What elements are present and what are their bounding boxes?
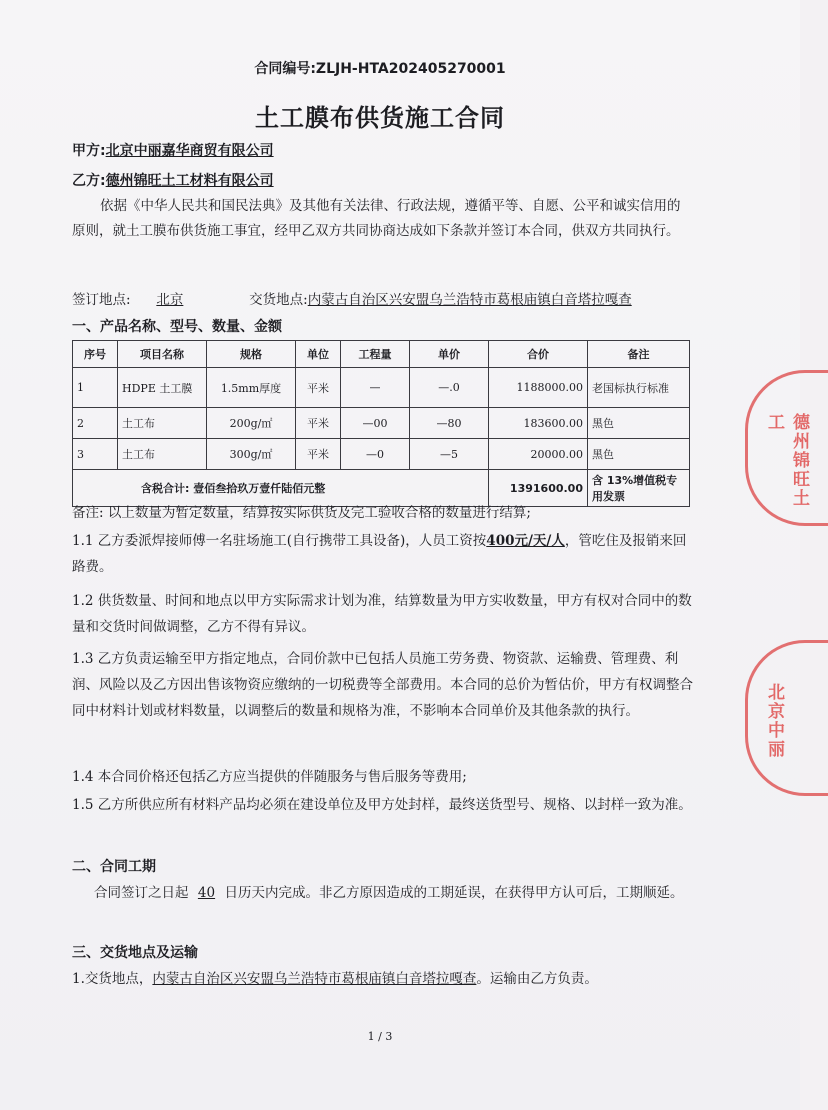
cell: 黑色 — [588, 408, 690, 439]
page-number: 1 / 3 — [367, 1030, 393, 1043]
delivery-place: 内蒙古自治区兴安盟乌兰浩特市葛根庙镇白音塔拉嘎查 — [307, 292, 632, 308]
clause-1-1-tail: ，管吃住及报销来回路费。 — [72, 533, 687, 575]
section-2-heading: 二、合同工期 — [72, 859, 156, 875]
sign-place-label: 签订地点: — [72, 292, 131, 308]
col-header: 单价 — [410, 341, 489, 368]
table-row — [73, 408, 690, 439]
remark: 备注: 以上数量为暂定数量，结算按实际供货及完工验收合格的数量进行结算; — [72, 505, 531, 521]
party-b — [72, 170, 274, 190]
party-b-name: 德州锦旺土工材料有限公司 — [105, 173, 274, 189]
cell: —00 — [341, 408, 410, 439]
items-table — [72, 340, 690, 507]
delivery-clause-place: 内蒙古自治区兴安盟乌兰浩特市葛根庙镇白音塔拉嘎查 — [152, 971, 477, 987]
sign-info — [72, 288, 712, 308]
total-note: 含 13%增值税专用发票 — [588, 470, 690, 507]
cell: —0 — [341, 439, 410, 470]
cell: HDPE 土工膜 — [118, 368, 207, 408]
cell: — — [341, 368, 410, 408]
cell: 平米 — [296, 408, 341, 439]
cell: 20000.00 — [489, 439, 588, 470]
col-header: 序号 — [73, 341, 118, 368]
party-a-label: 甲方: — [72, 143, 106, 159]
cell: 183600.00 — [489, 408, 588, 439]
cell: 老国标执行标准 — [588, 368, 690, 408]
seal-a-text: 北京中丽 — [764, 683, 784, 759]
table-row — [73, 439, 690, 470]
cell: 2 — [73, 408, 118, 439]
contract-number: 合同编号:ZLJH-HTA202405270001 — [254, 61, 506, 77]
cell: 3 — [73, 439, 118, 470]
col-header: 备注 — [588, 341, 690, 368]
period-tail: 日历天内完成。非乙方原因造成的工期延误，在获得甲方认可后，工期顺延。 — [224, 885, 684, 901]
delivery-clause — [72, 966, 694, 992]
cell: 土工布 — [118, 408, 207, 439]
col-header: 合价 — [489, 341, 588, 368]
clause-1-3: 1.3 乙方负责运输至甲方指定地点，合同价款中已包括人员施工劳务费、物资款、运输费、管理费、利润、风险以及乙方因出售该物资应缴纳的一切税费等全部费用。本合同的总价为暂估价，甲方有权调整合同中材料计划或材料数量，以调整后的数量和规格为准，不影响本合同单价及其他条款的执行。 — [72, 651, 693, 719]
clause-1-1-text: 1.1 乙方委派焊接师傅一名驻场施工(自行携带工具设备)，人员工资按 — [72, 533, 487, 549]
cell: 平米 — [296, 368, 341, 408]
clause-1-2: 1.2 供货数量、时间和地点以甲方实际需求计划为准，结算数量为甲方实收数量，甲方有权对合同中的数量和交货时间做调整，乙方不得有异议。 — [72, 593, 692, 635]
total-value: 1391600.00 — [489, 470, 588, 507]
company-seal-a — [745, 640, 828, 796]
page-title: 土工膜布供货施工合同 — [255, 104, 505, 132]
cell: 300g/㎡ — [207, 439, 296, 470]
cell: —80 — [410, 408, 489, 439]
period-paragraph — [72, 880, 694, 906]
col-header: 规格 — [207, 341, 296, 368]
period-days: 40 — [197, 885, 216, 901]
cell: 1188000.00 — [489, 368, 588, 408]
cell: 土工布 — [118, 439, 207, 470]
cell: 黑色 — [588, 439, 690, 470]
col-header: 工程量 — [341, 341, 410, 368]
intro-paragraph: 依据《中华人民共和国民法典》及其他有关法律、行政法规，遵循平等、自愿、公平和诚实信用的原则，就土工膜布供货施工事宜，经甲乙双方共同协商达成如下条款并签订本合同，供双方共同执行。 — [72, 198, 681, 239]
clause-1-4: 1.4 本合同价格还包括乙方应当提供的伴随服务与售后服务等费用; — [72, 769, 467, 785]
cell: 200g/㎡ — [207, 408, 296, 439]
section-1-heading: 一、产品名称、型号、数量、金额 — [72, 319, 282, 335]
wage-value: 400元/天/人 — [486, 533, 565, 549]
company-seal-b — [745, 370, 828, 526]
delivery-clause-tail: 。运输由乙方负责。 — [476, 971, 598, 987]
delivery-label: 交货地点: — [249, 292, 308, 308]
clause-1-1 — [72, 528, 694, 580]
total-label: 含税合计: 壹佰叁拾玖万壹仟陆佰元整 — [73, 470, 489, 507]
seal-b-text: 德州锦旺土工 — [764, 413, 809, 508]
cell: —.0 — [410, 368, 489, 408]
section-3-heading: 三、交货地点及运输 — [72, 945, 198, 961]
party-a — [72, 140, 274, 160]
cell: 1 — [73, 368, 118, 408]
cell: 平米 — [296, 439, 341, 470]
clause-1-5: 1.5 乙方所供应所有材料产品均必须在建设单位及甲方处封样，最终送货型号、规格、以封样一致为准。 — [72, 797, 692, 813]
cell: 1.5mm厚度 — [207, 368, 296, 408]
party-b-label: 乙方: — [72, 173, 106, 189]
col-header: 项目名称 — [118, 341, 207, 368]
table-header-row — [73, 341, 690, 368]
sign-place: 北京 — [156, 292, 184, 308]
cell: —5 — [410, 439, 489, 470]
party-a-name: 北京中丽嘉华商贸有限公司 — [105, 143, 274, 159]
period-text: 合同签订之日起 — [94, 885, 189, 901]
delivery-clause-text: 1.交货地点， — [72, 971, 153, 987]
table-row — [73, 368, 690, 408]
col-header: 单位 — [296, 341, 341, 368]
